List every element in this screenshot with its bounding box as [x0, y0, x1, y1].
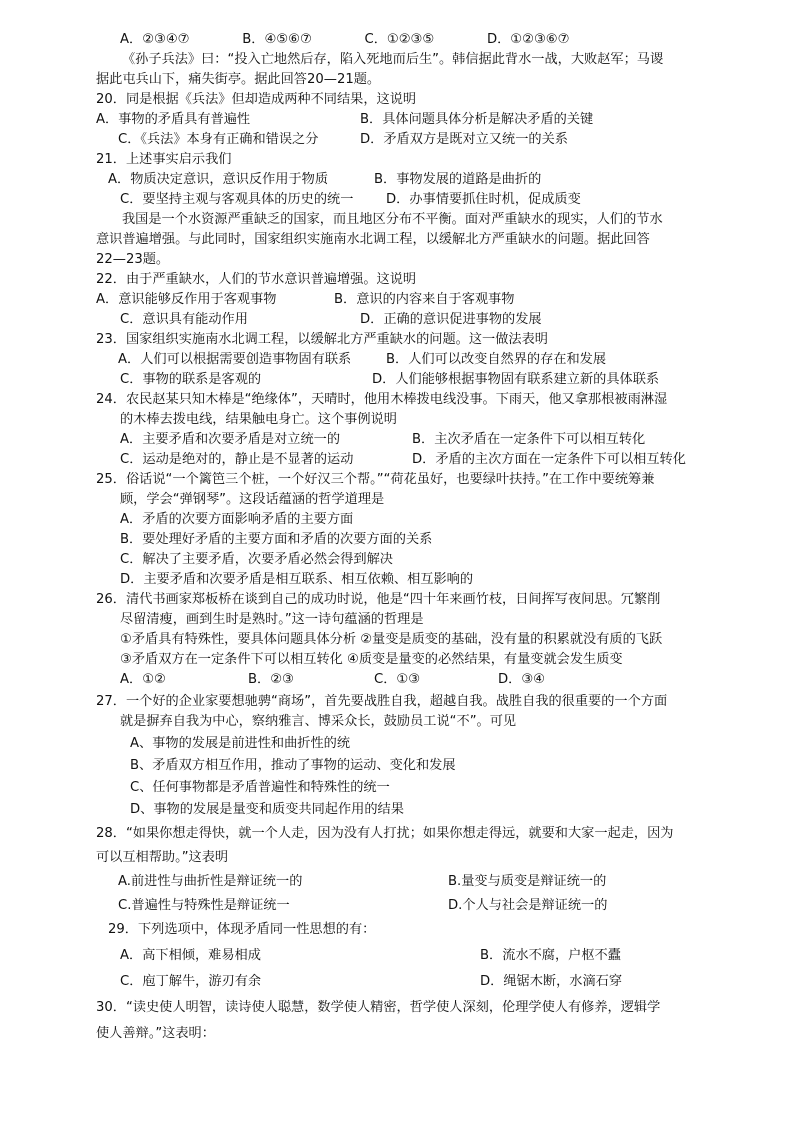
option: D．主要矛盾和次要矛盾是相互联系、相互依赖、相互影响的 — [120, 572, 474, 587]
question-stem: 21．上述事实启示我们 — [96, 152, 232, 167]
question-stem: 26．清代书画家郑板桥在谈到自己的成功时说，他是“四十年来画竹枝，日间挥写夜间思。冗繁削 — [96, 592, 661, 607]
option: C．庖丁解牛，游刃有余 — [120, 974, 262, 989]
option: D．人们能够根据事物固有联系建立新的具体联系 — [372, 372, 660, 387]
option: B．具体问题具体分析是解决矛盾的关键 — [360, 112, 594, 127]
question-stem: 顾，学会“弹钢琴”。这段话蕴涵的哲学道理是 — [120, 492, 385, 507]
option: C．要坚持主观与客观具体的历史的统一 — [120, 192, 354, 207]
option: C．①③ — [374, 672, 421, 687]
option: D.个人与社会是辩证统一的 — [448, 898, 608, 913]
question-stem: 就是摒弃自我为中心，察纳雅言、博采众长，鼓励员工说“不”。可见 — [120, 714, 517, 729]
statement: ③矛盾双方在一定条件下可以相互转化 ④质变是量变的必然结果，有量变就会发生质变 — [120, 652, 623, 667]
statement: ①矛盾具有特殊性，要具体问题具体分析 ②量变是质变的基础，没有量的积累就没有质的飞跃 — [120, 632, 663, 647]
question-stem: 尽留清瘦，画到生时是熟时。”这一诗句蕴涵的哲理是 — [120, 612, 424, 627]
passage-line: 《孙子兵法》曰：“投入亡地然后存，陷入死地而后生”。韩信据此背水一战，大败赵军；马谡 — [122, 52, 664, 67]
question-stem: 30．“读史使人明智，读诗使人聪慧，数学使人精密，哲学使人深刻，伦理学使人有修养，逻辑学 — [96, 1000, 661, 1015]
option: A．高下相倾，难易相成 — [120, 948, 261, 963]
option: C．《兵法》本身有正确和错误之分 — [118, 132, 319, 147]
option: C．意识具有能动作用 — [120, 312, 248, 327]
option: C．解决了主要矛盾，次要矛盾必然会得到解决 — [120, 552, 393, 567]
q19-options: A．②③④⑦ B．④⑤⑥⑦ C．①②③⑤ D．①②③⑥⑦ — [120, 32, 570, 47]
option: C．事物的联系是客观的 — [120, 372, 262, 387]
passage-line: 22—23题。 — [96, 252, 170, 267]
option: D．绳锯木断，水滴石穿 — [480, 974, 623, 989]
passage-line: 我国是一个水资源严重缺乏的国家，而且地区分布不平衡。面对严重缺水的现实，人们的节水 — [122, 212, 663, 227]
question-stem: 可以互相帮助。”这表明 — [96, 850, 229, 865]
option: A.前进性与曲折性是辩证统一的 — [118, 874, 303, 889]
option: B．意识的内容来自于客观事物 — [334, 292, 515, 307]
option: C．运动是绝对的，静止是不显著的运动 — [120, 452, 354, 467]
question-stem: 22．由于严重缺水，人们的节水意识普遍增强。这说明 — [96, 272, 417, 287]
option: B．人们可以改变自然界的存在和发展 — [386, 352, 607, 367]
option: C、任何事物都是矛盾普遍性和特殊性的统一 — [130, 780, 390, 795]
option: B．主次矛盾在一定条件下可以相互转化 — [412, 432, 646, 447]
option: A．主要矛盾和次要矛盾是对立统一的 — [120, 432, 341, 447]
option: B．流水不腐，户枢不蠹 — [480, 948, 621, 963]
option: D．矛盾的主次方面在一定条件下可以相互转化 — [412, 452, 686, 467]
option: B．事物发展的道路是曲折的 — [374, 172, 542, 187]
option: D．正确的意识促进事物的发展 — [360, 312, 542, 327]
option: D．矛盾双方是既对立又统一的关系 — [360, 132, 568, 147]
question-stem: 29．下列选项中，体现矛盾同一性思想的有： — [108, 922, 376, 937]
question-stem: 25．俗话说“一个篱笆三个桩，一个好汉三个帮。”“荷花虽好，也要绿叶扶持。”在工作中要统筹兼 — [96, 472, 655, 487]
question-stem: 23．国家组织实施南水北调工程，以缓解北方严重缺水的问题。这一做法表明 — [96, 332, 548, 347]
question-stem: 28．“如果你想走得快，就一个人走，因为没有人打扰；如果你想走得远，就要和大家一起走，因为 — [96, 826, 674, 841]
option: A．矛盾的次要方面影响矛盾的主要方面 — [120, 512, 354, 527]
option: B．要处理好矛盾的主要方面和矛盾的次要方面的关系 — [120, 532, 433, 547]
question-stem: 27．一个好的企业家要想驰骋“商场”，首先要战胜自我，超越自我。战胜自我的很重要的一个方面 — [96, 694, 668, 709]
option: D、事物的发展是量变和质变共同起作用的结果 — [130, 802, 404, 817]
passage-line: 意识普遍增强。与此同时，国家组织实施南水北调工程，以缓解北方严重缺水的问题。据此回答 — [96, 232, 650, 247]
option: A．物质决定意识，意识反作用于物质 — [108, 172, 329, 187]
option: C.普遍性与特殊性是辩证统一 — [118, 898, 290, 913]
option: D．办事情要抓住时机，促成质变 — [386, 192, 581, 207]
question-stem: 的木棒去拨电线，结果触电身亡。这个事例说明 — [120, 412, 397, 427]
option: A．事物的矛盾具有普遍性 — [96, 112, 251, 127]
option: B、矛盾双方相互作用，推动了事物的运动、变化和发展 — [130, 758, 456, 773]
option: D．③④ — [498, 672, 545, 687]
option: A．①② — [120, 672, 166, 687]
question-stem: 20．同是根据《兵法》但却造成两种不同结果，这说明 — [96, 92, 417, 107]
passage-line: 据此屯兵山下，痛失街亭。据此回答20—21题。 — [96, 72, 381, 87]
option: A．意识能够反作用于客观事物 — [96, 292, 277, 307]
option: A．人们可以根据需要创造事物固有联系 — [118, 352, 352, 367]
question-stem: 24．农民赵某只知木棒是“绝缘体”，天晴时，他用木棒拨电线没事。下雨天，他又拿那根被雨淋湿 — [96, 392, 668, 407]
question-stem: 使人善辩。”这表明： — [96, 1026, 215, 1041]
option: B．②③ — [248, 672, 294, 687]
option: B.量变与质变是辩证统一的 — [448, 874, 607, 889]
option: A、事物的发展是前进性和曲折性的统 — [130, 736, 351, 751]
